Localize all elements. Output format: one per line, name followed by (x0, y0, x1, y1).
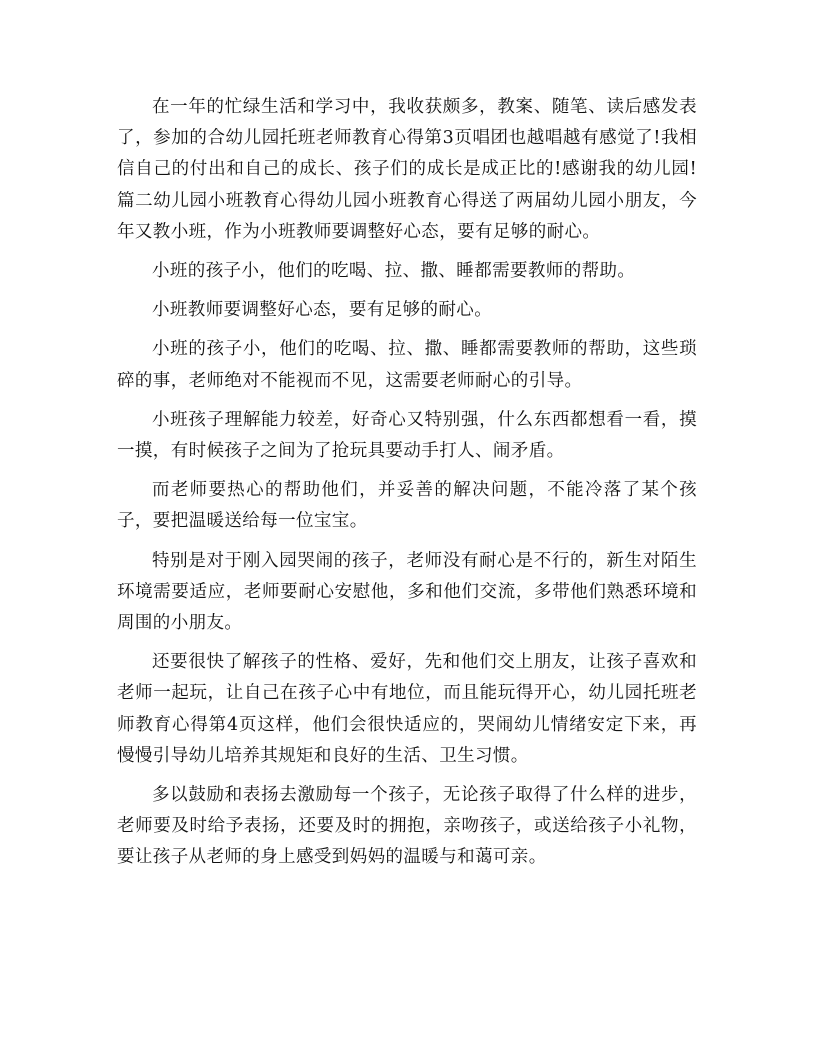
paragraph-4: 小班的孩子小，他们的吃喝、拉、撒、睡都需要教师的帮助，这些琐碎的事，老师绝对不能视而不见，这需要老师耐心的引导。 (117, 339, 697, 391)
paragraph-7: 特别是对于刚入园哭闹的孩子，老师没有耐心是不行的，新生对陌生环境需要适应，老师要耐心安慰他，多和他们交流，多带他们熟悉环境和周围的小朋友。 (117, 550, 697, 634)
paragraph-2: 小班的孩子小，他们的吃喝、拉、撒、睡都需要教师的帮助。 (152, 261, 636, 282)
paragraph-3: 小班教师要调整好心态，要有足够的耐心。 (152, 300, 493, 321)
paragraph-5: 小班孩子理解能力较差，好奇心又特别强，什么东西都想看一看，摸一摸，有时候孩子之间为了抢玩具要动手打人、闹矛盾。 (117, 409, 697, 462)
paragraph-6: 而老师要热心的帮助他们，并妥善的解决问题，不能冷落了某个孩子，要把温暖送给每一位宝宝。 (117, 480, 697, 532)
document-body (117, 92, 697, 874)
paragraph-8: 还要很快了解孩子的性格、爱好，先和他们交上朋友，让孩子喜欢和老师一起玩，让自己在孩子心中有地位，而且能玩得开心，幼儿园托班老师教育心得第4页这样，他们会很快适应的，哭闹幼儿情绪安定下来，再慢慢引导幼儿培养其规矩和良好的生活、卫生习惯。 (117, 652, 697, 766)
paragraph-9: 多以鼓励和表扬去激励每一个孩子，无论孩子取得了什么样的进步，老师要及时给予表扬，还要及时的拥抱，亲吻孩子，或送给孩子小礼物，要让孩子从老师的身上感受到妈妈的温暖与和蔼可亲。 (117, 785, 697, 868)
paragraph-1: 在一年的忙绿生活和学习中，我收获颇多，教案、随笔、读后感发表了，参加的合幼儿园托班老师教育心得第3页唱团也越唱越有感觉了!我相信自己的付出和自己的成长、孩子们的成长是成正比的!感谢我的幼儿园!篇二幼儿园小班教育心得幼儿园小班教育心得送了两届幼儿园小朋友，今年又教小班，作为小班教师要调整好心态，要有足够的耐心。 (117, 97, 697, 242)
